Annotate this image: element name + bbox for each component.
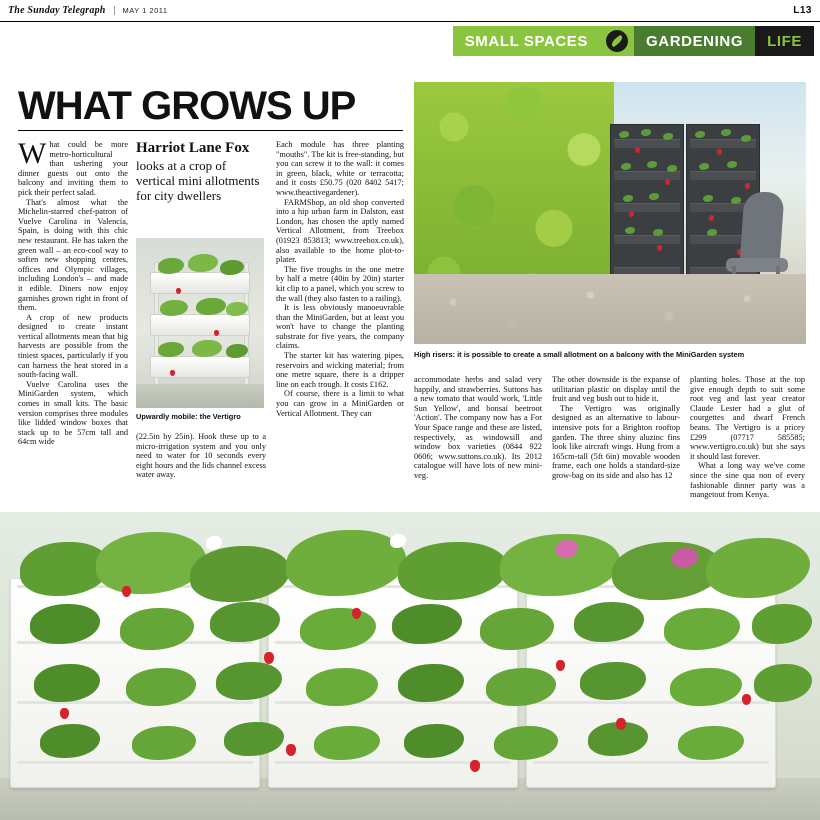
byline: Harriot Lane Fox [136,140,250,156]
body-paragraph: That's almost what the Michelin-starred chef-patron of Vuelve Carolina in Valencia, Spain, is doing with this chic new restaurant. He has taken the green wall – an eco-cool way to soften new shopping centres, offices and Olympic villages, including London's – and made it edible. Diners now enjoy garnishes grown right in front of them. [18,197,128,313]
body-paragraph: planting holes. Those at the top give enough depth to suit some root veg and last year creator Claude Lester had a glut of courgettes and dwarf French beans. The Vertigro is a pricey £299 (07717 585585; www.vertigro.co.uk) but she says it should last forever. [690,375,805,461]
body-column-4 [414,375,542,481]
body-paragraph: It is less obviously manoeuvrable than the MiniGarden, but at least you won't have to change the planting substrate for five years, the company claims. [276,303,404,351]
body-column-2 [136,140,266,203]
photo-vertigro [136,238,264,408]
section-banner [453,26,814,56]
drop-cap: W [18,137,47,170]
body-paragraph: The five troughs in the one metre by half a metre (40in by 20in) starter kit clip to a panel, which you screw to the wall (they also fasten to a railing). [276,264,404,303]
body-paragraph: The other downside is the expanse of utilitarian plastic on display until the fruit and veg bush out to hide it. [552,375,680,404]
banner-life[interactable]: LIFE [755,26,814,56]
body-paragraph: Vuelve Carolina uses the MiniGarden system, which comes in small kits. The basic version comprises three modules like lidded window boxes that stack up to be 57cm tall and 64cm wide [18,379,128,447]
page-folio: L13 [793,5,812,16]
body-column-1 [18,137,128,447]
headline-rule [18,130,403,131]
body-column-2-continued [136,432,266,480]
banner-gardening[interactable]: GARDENING [634,26,755,56]
standfirst: looks at a crop of vertical mini allotments for city dwellers [136,158,260,203]
caption-vertigro: Upwardly mobile: the Vertigro [136,412,241,421]
caption-balcony: High risers: it is possible to create a small allotment on a balcony with the MiniGarden system [414,350,745,359]
leaf-icon [600,26,634,56]
body-paragraph: A crop of new products designed to create instant vertical allotments mean that big harvests are possible from the tiniest spaces, particularly if you can harness the heat stored in a south-facing wall. [18,312,128,380]
body-paragraph: (22.5in by 25in). Hook these up to a micro-irrigation system and you only need to water for 10 seconds every eight hours and the lids channel excess water away. [136,432,266,480]
masthead [0,0,820,22]
body-paragraph: What a long way we've come since the sine qua non of every fashionable dinner party was a mangetout from Kenya. [690,461,805,500]
publication-date: MAY 1 2011 [114,6,168,15]
body-column-3 [276,140,404,418]
publication-title: The Sunday Telegraph [8,5,106,16]
photo-white-planters [0,512,820,820]
body-paragraph: The Vertigro was originally designed as an alternative to labour-intensive pots for a Brighton rooftop garden. The three shiny aluzinc fins look like aircraft wings. Hung from a 165cm-tall (5ft 6in) movable wooden frame, each one holds a standard-size grow-bag on its side and also has 12 [552,403,680,480]
body-paragraph: Of course, there is a limit to what you can grow in a MiniGarden or Vertical Allotment. They can [276,389,404,418]
body-paragraph: The starter kit has watering pipes, reservoirs and wicking material; from one metre square, there is a dripper line on each trough. It costs £162. [276,351,404,389]
body-column-6 [690,375,805,500]
body-paragraph: What could be more metro-horticultural than ushering your dinner guests out onto the balcony and inviting them to pick their perfect salad. [18,137,128,197]
photo-balcony-minigarden [414,82,806,344]
body-paragraph: Each module has three planting "mouths". The kit is free-standing, but you can screw it to the wall: it comes in green, black, white or terracotta; and it costs £50.75 (020 8402 5417; www.theactivegardener). [276,140,404,197]
headline: WHAT GROWS UP [18,84,356,128]
body-paragraph: FARMShop, an old shop converted into a hip urban farm in Dalston, east London, has chosen the aptly named Vertical Allotment, from Treebox (01923 853813; www.treebox.co.uk), also available to the home plot-to-plater. [276,197,404,265]
body-paragraph: accommodate herbs and salad very happily, and strawberries. Suttons has a new tomato that would work, 'Little Sun Yellow', and bonsai beetroot 'Action'. The company now has a For Your Space range and these are listed, respectively, as windowsill and window box varieties (0844 922 0606; www.suttons.co.uk). Its 2012 catalogue will have lots of new mini-veg. [414,375,542,480]
banner-small-spaces[interactable]: SMALL SPACES [453,26,600,56]
body-column-5 [552,375,680,481]
